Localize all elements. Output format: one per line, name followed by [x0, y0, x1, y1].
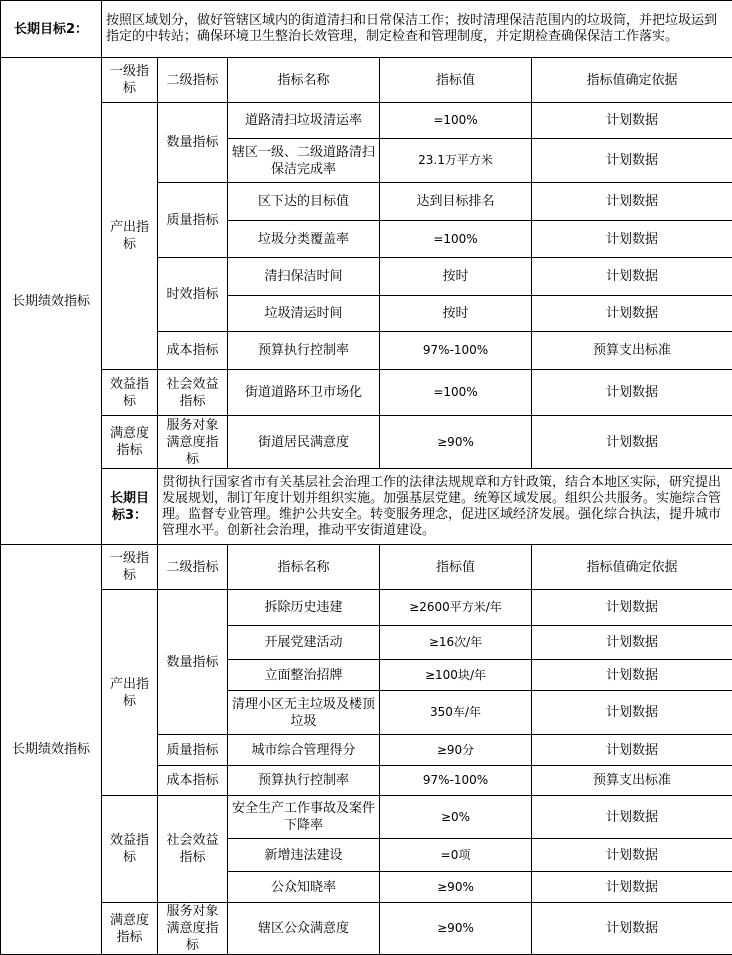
indicator-basis: 计划数据	[532, 590, 732, 626]
indicator-basis: 计划数据	[532, 370, 732, 416]
table-row	[1, 416, 732, 469]
indicator-name: 公众知晓率	[228, 872, 380, 903]
header-value: 指标值	[380, 545, 532, 590]
indicator-basis: 计划数据	[532, 258, 732, 296]
indicator-basis: 预算支出标准	[532, 766, 732, 796]
indicator-basis: 计划数据	[532, 735, 732, 766]
group-satisfaction: 满意度指标	[102, 416, 158, 469]
indicator-basis: 计划数据	[532, 103, 732, 139]
indicator-name: 垃圾清运时间	[228, 296, 380, 332]
indicator-value: 97%-100%	[380, 766, 532, 796]
group-benefit: 效益指标	[102, 796, 158, 903]
table-row	[1, 903, 732, 955]
indicator-basis: 计划数据	[532, 296, 732, 332]
table-row	[1, 370, 732, 416]
group-social-benefit: 社会效益指标	[158, 796, 228, 903]
indicator-value: =100%	[380, 103, 532, 139]
group-benefit: 效益指标	[102, 370, 158, 416]
table-row	[1, 590, 732, 626]
indicator-name: 清扫保洁时间	[228, 258, 380, 296]
indicator-name: 安全生产工作事故及案件下降率	[228, 796, 380, 839]
indicator-value: 按时	[380, 258, 532, 296]
indicator-value: =0项	[380, 839, 532, 872]
group-satisfaction: 满意度指标	[102, 903, 158, 955]
row-label: 长期绩效指标	[1, 58, 102, 545]
indicator-name: 辖区一级、二级道路清扫保洁完成率	[228, 139, 380, 183]
group-quality: 质量指标	[158, 183, 228, 258]
group-output: 产出指标	[102, 103, 158, 370]
indicator-value: ≥100块/年	[380, 660, 532, 691]
goal-row	[1, 1, 732, 58]
header-row	[1, 545, 732, 590]
group-quality: 质量指标	[158, 735, 228, 766]
header-basis: 指标值确定依据	[532, 545, 732, 590]
indicator-name: 预算执行控制率	[228, 766, 380, 796]
indicator-name: 区下达的目标值	[228, 183, 380, 221]
indicator-value: ≥2600平方米/年	[380, 590, 532, 626]
indicator-name: 街道道路环卫市场化	[228, 370, 380, 416]
goal-label: 长期目标2：	[1, 1, 102, 58]
group-quantity: 数量指标	[158, 103, 228, 183]
indicator-basis: 计划数据	[532, 839, 732, 872]
indicator-basis: 计划数据	[532, 903, 732, 955]
indicator-value: ≥90%	[380, 903, 532, 955]
indicator-value: ≥90%	[380, 872, 532, 903]
indicator-name: 辖区公众满意度	[228, 903, 380, 955]
indicator-value: 350车/年	[380, 691, 532, 735]
indicator-basis: 计划数据	[532, 416, 732, 469]
indicator-value: ≥0%	[380, 796, 532, 839]
header-name: 指标名称	[228, 545, 380, 590]
indicator-basis: 预算支出标准	[532, 332, 732, 370]
indicator-name: 清理小区无主垃圾及楼顶垃圾	[228, 691, 380, 735]
header-basis: 指标值确定依据	[532, 58, 732, 103]
indicator-basis: 计划数据	[532, 221, 732, 258]
goal-label: 长期目标3：	[102, 469, 158, 545]
indicator-value: ≥90%	[380, 416, 532, 469]
indicator-name: 道路清扫垃圾清运率	[228, 103, 380, 139]
indicator-name: 街道居民满意度	[228, 416, 380, 469]
group-output: 产出指标	[102, 590, 158, 796]
indicator-value: 97%-100%	[380, 332, 532, 370]
indicator-value: ≥90分	[380, 735, 532, 766]
header-level2: 二级指标	[158, 58, 228, 103]
header-value: 指标值	[380, 58, 532, 103]
row-label: 长期绩效指标	[1, 545, 102, 955]
indicator-value: =100%	[380, 221, 532, 258]
group-cost: 成本指标	[158, 766, 228, 796]
indicator-value: 按时	[380, 296, 532, 332]
indicator-value: ≥16次/年	[380, 626, 532, 660]
indicator-name: 立面整治招牌	[228, 660, 380, 691]
table-row	[1, 103, 732, 139]
group-social-benefit: 社会效益指标	[158, 370, 228, 416]
indicator-basis: 计划数据	[532, 626, 732, 660]
indicator-value: 达到目标排名	[380, 183, 532, 221]
goal-text: 贯彻执行国家省市有关基层社会治理工作的法律法规规章和方针政策，结合本地区实际，研究提出发展规划，制订年度计划并组织实施。加强基层党建。统筹区域发展。组织公共服务。实施综合管理。监督专业管理。维护公共安全。转变服务理念，促进区域经济发展。强化综合执法，提升城市管理水平。创新社会治理，推动平安街道建设。	[158, 469, 732, 545]
header-level2: 二级指标	[158, 545, 228, 590]
indicator-name: 预算执行控制率	[228, 332, 380, 370]
indicator-basis: 计划数据	[532, 691, 732, 735]
indicator-name: 城市综合管理得分	[228, 735, 380, 766]
indicator-basis: 计划数据	[532, 796, 732, 839]
goal-row	[1, 469, 732, 545]
header-level1: 一级指标	[102, 58, 158, 103]
indicator-basis: 计划数据	[532, 872, 732, 903]
group-cost: 成本指标	[158, 332, 228, 370]
group-service-satisfaction: 服务对象满意度指标	[158, 416, 228, 469]
indicator-basis: 计划数据	[532, 139, 732, 183]
indicator-value: 23.1万平方米	[380, 139, 532, 183]
header-level1: 一级指标	[102, 545, 158, 590]
table-row	[1, 796, 732, 839]
header-name: 指标名称	[228, 58, 380, 103]
indicator-name: 垃圾分类覆盖率	[228, 221, 380, 258]
group-timeliness: 时效指标	[158, 258, 228, 332]
indicator-basis: 计划数据	[532, 183, 732, 221]
indicator-name: 拆除历史违建	[228, 590, 380, 626]
group-service-satisfaction: 服务对象满意度指标	[158, 903, 228, 955]
header-row	[1, 58, 732, 103]
indicator-value: =100%	[380, 370, 532, 416]
indicator-name: 开展党建活动	[228, 626, 380, 660]
indicator-basis: 计划数据	[532, 660, 732, 691]
goal-text: 按照区域划分，做好管辖区域内的街道清扫和日常保洁工作；按时清理保洁范围内的垃圾筒，并把垃圾运到指定的中转站；确保环境卫生整治长效管理，制定检查和管理制度，并定期检查确保保洁工作落实。	[102, 1, 732, 58]
group-quantity: 数量指标	[158, 590, 228, 735]
indicator-name: 新增违法建设	[228, 839, 380, 872]
